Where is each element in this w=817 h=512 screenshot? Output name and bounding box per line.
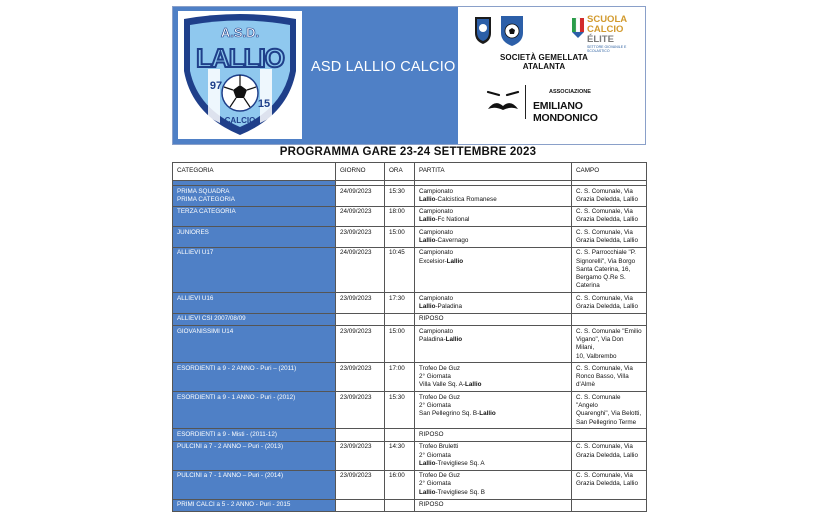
figc-shield-icon <box>571 17 585 39</box>
association-name: EMILIANO MONDONICO <box>533 100 598 124</box>
svg-text:97: 97 <box>209 80 223 92</box>
table-header-row <box>173 163 647 181</box>
row-match: Campionato Paladina-Lallio <box>415 326 572 363</box>
document-title: PROGRAMMA GARE 23-24 SETTEMBRE 2023 <box>279 146 537 158</box>
row-time: 17:30 <box>385 293 415 314</box>
row-field: C. S. Comunale, Via Grazia Deledda, Lallio <box>572 293 647 314</box>
table-row <box>173 499 647 511</box>
row-field: C. S. Parrocchiale "P. Signorelli", Via Borgo Santa Caterina, 16, Bergamo Q.Re S. Caterina <box>572 247 647 292</box>
mustache-face-icon <box>485 89 521 119</box>
row-category: ALLIEVI U16 <box>173 293 336 314</box>
row-date <box>336 499 385 511</box>
club-logo <box>178 11 302 139</box>
row-field <box>572 313 647 325</box>
table-row <box>173 392 647 429</box>
table-row <box>173 326 647 363</box>
row-category: GIOVANISSIMI U14 <box>173 326 336 363</box>
row-date: 24/09/2023 <box>336 247 385 292</box>
row-category: ALLIEVI CSI 2007/08/09 <box>173 313 336 325</box>
row-category: TERZA CATEGORIA <box>173 206 336 227</box>
club-name: ASD LALLIO CALCIO <box>311 59 456 75</box>
row-category: PULCINI a 7 - 1 ANNO – Puri - (2014) <box>173 470 336 499</box>
row-time: 15:30 <box>385 186 415 207</box>
partner-logos <box>459 7 645 144</box>
row-match: Trofeo Bruletti 2° Giornata Lallio-Trevigliese Sq. A <box>415 441 572 470</box>
table-row <box>173 470 647 499</box>
header-campo: CAMPO <box>572 163 647 181</box>
row-match: Campionato Lallio-Calcistica Romanese <box>415 186 572 207</box>
row-match: RIPOSO <box>415 499 572 511</box>
row-match: RIPOSO <box>415 313 572 325</box>
header-partita: PARTITA <box>415 163 572 181</box>
schedule-table <box>172 162 647 512</box>
header-giorno: GIORNO <box>336 163 385 181</box>
row-field: C. S. Comunale "Emilio Vigano", Via Don Milani, 10, Valbrembo <box>572 326 647 363</box>
row-date: 23/09/2023 <box>336 470 385 499</box>
gemellata-text: SOCIETÀ GEMELLATA ATALANTA <box>499 53 589 71</box>
row-date: 24/09/2023 <box>336 186 385 207</box>
row-time <box>385 429 415 441</box>
table-row <box>173 186 647 207</box>
atalanta-school-crest-icon <box>499 13 525 47</box>
header-categoria: CATEGORIA <box>173 163 336 181</box>
row-time <box>385 313 415 325</box>
row-match: Trofeo De Guz 2° Giornata Villa Valle Sq. A-Lallio <box>415 363 572 392</box>
row-date: 24/09/2023 <box>336 206 385 227</box>
row-category: ESORDIENTI a 9 - 1 ANNO - Puri - (2012) <box>173 392 336 429</box>
row-date: 23/09/2023 <box>336 326 385 363</box>
row-category: PULCINI a 7 - 2 ANNO – Puri - (2013) <box>173 441 336 470</box>
table-row <box>173 227 647 248</box>
row-field <box>572 429 647 441</box>
row-match: Campionato Lallio-Paladina <box>415 293 572 314</box>
row-field: C. S. Comunale, Via Grazia Deledda, Lallio <box>572 441 647 470</box>
row-category: JUNIORES <box>173 227 336 248</box>
row-date <box>336 313 385 325</box>
row-match: RIPOSO <box>415 429 572 441</box>
row-match: Trofeo De Guz 2° Giornata Lallio-Trevigliese Sq. B <box>415 470 572 499</box>
row-time: 15:00 <box>385 227 415 248</box>
row-time: 16:00 <box>385 470 415 499</box>
row-time: 15:00 <box>385 326 415 363</box>
row-field: C. S. Comunale, Via Grazia Deledda, Lallio <box>572 470 647 499</box>
row-field: C. S. Comunale, Via Grazia Deledda, Lallio <box>572 186 647 207</box>
table-row <box>173 441 647 470</box>
row-time: 10:45 <box>385 247 415 292</box>
row-field: C. S. Comunale, Via Grazia Deledda, Lallio <box>572 227 647 248</box>
svg-text:A.S.D.: A.S.D. <box>220 25 260 40</box>
row-time: 15:30 <box>385 392 415 429</box>
table-row <box>173 247 647 292</box>
svg-text:LALLIO: LALLIO <box>196 43 284 73</box>
row-date: 23/09/2023 <box>336 441 385 470</box>
row-time: 17:00 <box>385 363 415 392</box>
row-date: 23/09/2023 <box>336 227 385 248</box>
association-label: ASSOCIAZIONE <box>549 89 591 95</box>
row-date: 23/09/2023 <box>336 363 385 392</box>
row-category: ESORDIENTI a 9 - 2 ANNO - Puri – (2011) <box>173 363 336 392</box>
row-field: C. S. Comunale, Via Ronco Basso, Villa d'Almè <box>572 363 647 392</box>
table-row <box>173 313 647 325</box>
row-match: Campionato Excelsior-Lallio <box>415 247 572 292</box>
row-match: Trofeo De Guz 2° Giornata San Pellegrino Sq. B-Lallio <box>415 392 572 429</box>
svg-text:CALCIO: CALCIO <box>224 116 256 125</box>
row-time: 14:30 <box>385 441 415 470</box>
table-row <box>173 429 647 441</box>
row-match: Campionato Lallio-Fc National <box>415 206 572 227</box>
row-category: PRIMI CALCI a 5 - 2 ANNO - Puri - 2015 <box>173 499 336 511</box>
row-field: C. S. Comunale, Via Grazia Deledda, Lallio <box>572 206 647 227</box>
row-date <box>336 429 385 441</box>
row-category: PRIMA SQUADRA PRIMA CATEGORIA <box>173 186 336 207</box>
row-field: C. S. Comunale "Angelo Quarenghi", Via Belotti, San Pellegrino Terme <box>572 392 647 429</box>
row-category: ALLIEVI U17 <box>173 247 336 292</box>
svg-text:15: 15 <box>257 98 271 110</box>
row-time: 18:00 <box>385 206 415 227</box>
row-time <box>385 499 415 511</box>
header-ora: ORA <box>385 163 415 181</box>
row-field <box>572 499 647 511</box>
row-date: 23/09/2023 <box>336 392 385 429</box>
row-date: 23/09/2023 <box>336 293 385 314</box>
club-banner <box>173 7 458 144</box>
row-match: Campionato Lallio-Cavernago <box>415 227 572 248</box>
club-crest-icon <box>178 11 302 139</box>
table-row <box>173 206 647 227</box>
scuola-calcio-elite-logo: SCUOLA CALCIO ÉLITE SETTORE GIOVANILE E SCOLASTICO <box>587 14 628 53</box>
table-row <box>173 363 647 392</box>
header-banner <box>172 6 646 145</box>
row-category: ESORDIENTI a 9 - Misti - (2011-12) <box>173 429 336 441</box>
logo-divider <box>525 85 526 119</box>
atalanta-crest-icon <box>473 15 493 45</box>
table-row <box>173 293 647 314</box>
